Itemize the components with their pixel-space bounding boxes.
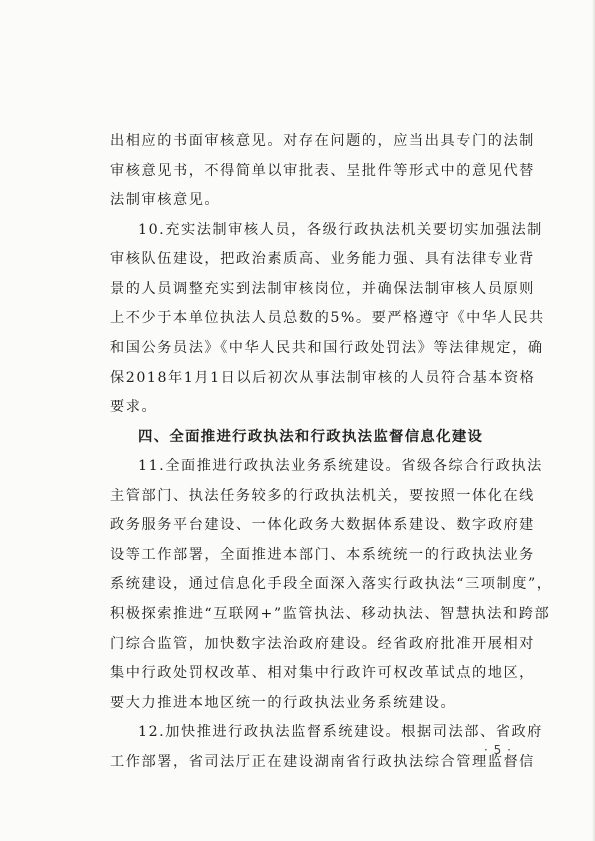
paragraph-line: 工作部署，省司法厅正在建设湖南省行政执法综合管理监督信: [110, 754, 535, 770]
paragraph-line: 11.全面推进行政执法业务系统建设。省级各综合行政执法: [138, 458, 543, 474]
paragraph-line: 法制审核意见。: [110, 192, 221, 208]
paragraph-line: 门综合监管，加快数字法治政府建设。经省政府批准开展相对: [110, 636, 535, 652]
paragraph-line: 12.加快推进行政执法监督系统建设。根据司法部、省政府: [138, 724, 543, 740]
paragraph-line: 审核队伍建设，把政治素质高、业务能力强、具有法律专业背: [110, 251, 535, 267]
page-number: · 5 ·: [484, 743, 512, 757]
paragraph-line: 集中行政处罚权改革、相对集中行政许可权改革试点的地区，: [110, 665, 535, 681]
paragraph-line: 审核意见书，不得简单以审批表、呈批件等形式中的意见代替: [110, 163, 535, 179]
paragraph-line: 要求。: [110, 399, 158, 415]
paragraph-line: 和国公务员法》《中华人民共和国行政处罚法》等法律规定，确: [110, 340, 544, 356]
paragraph-line: 政务服务平台建设、一体化政务大数据体系建设、数字政府建: [110, 517, 535, 533]
paragraph-line: 10.充实法制审核人员，各级行政执法机关要切实加强法制: [138, 222, 543, 238]
section-heading: 四、全面推进行政执法和行政执法监督信息化建设: [138, 429, 484, 445]
paragraph-line: 要大力推进本地区统一的行政执法业务系统建设。: [110, 695, 457, 711]
paragraph-line: 保2018年1月1日以后初次从事法制审核的人员符合基本资格: [110, 370, 536, 386]
paragraph-line: 出相应的书面审核意见。对存在问题的，应当出具专门的法制: [110, 133, 535, 149]
paragraph-line: 主管部门、执法任务较多的行政执法机关，要按照一体化在线: [110, 488, 535, 504]
paragraph-line: 系统建设，通过信息化手段全面深入落实行政执法“三项制度”，: [110, 576, 553, 592]
paragraph-line: 设等工作部署，全面推进本部门、本系统统一的行政执法业务: [110, 547, 535, 563]
paragraph-line: 积极探索推进“互联网+”监管执法、移动执法、智慧执法和跨部: [110, 606, 551, 622]
paragraph-line: 景的人员调整充实到法制审核岗位，并确保法制审核人员原则: [110, 281, 535, 297]
paragraph-line: 上不少于本单位执法人员总数的5%。要严格遵守《中华人民共: [110, 310, 545, 326]
